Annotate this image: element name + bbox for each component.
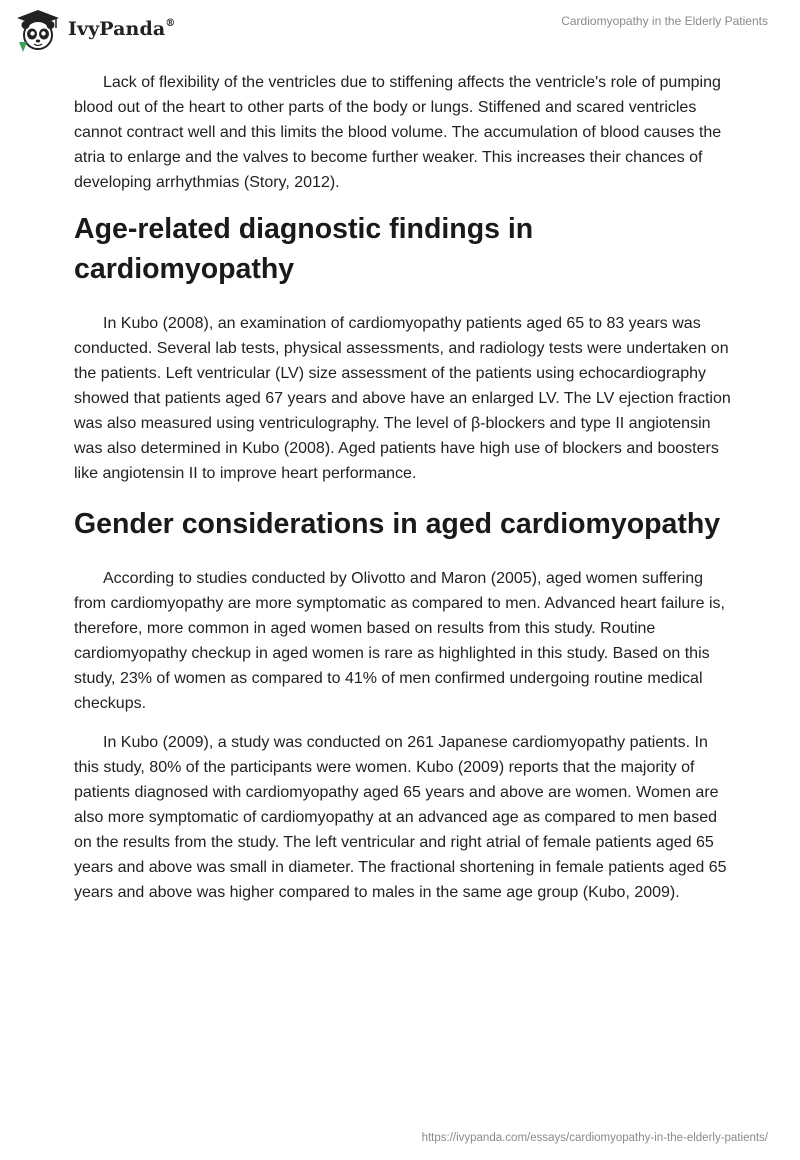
brand-logo[interactable] — [14, 8, 175, 52]
brand-name: IvyPanda® — [68, 17, 176, 40]
source-url[interactable]: https://ivypanda.com/essays/cardiomyopathy-in-the-elderly-patients/ — [421, 1132, 768, 1144]
paragraph-ventricle-stiffness: Lack of flexibility of the ventricles due to stiffening affects the ventricle's role of pumping blood out of the heart to other parts of the body or lungs. Stiffened and scared ventricles cannot contract well and this limits the blood volume. The accumulation of blood causes the atria to enlarge and the valves to become further weaker. This increases their chances of developing arrhythmias (Story, 2012). — [74, 74, 722, 191]
page-header — [0, 0, 800, 60]
heading-age-related-findings: Age-related diagnostic findings in cardiomyopathy — [74, 213, 534, 285]
paragraph-kubo-2008: In Kubo (2008), an examination of cardiomyopathy patients aged 65 to 83 years was conducted. Several lab tests, physical assessments, and radiology tests were undertaken on the patients. Left ventricular (LV) size assessment of the patients using echocardiography showed that patients aged 67 years and above have an enlarged LV. The LV ejection fraction was also measured using ventriculography. The level of β-blockers and type II angiotensin was also determined in Kubo (2008). Aged patients have high use of blockers and boosters like angiotensin II to improve heart performance. — [74, 315, 731, 482]
article-body — [74, 70, 734, 919]
heading-gender-considerations: Gender considerations in aged cardiomyopathy — [74, 508, 721, 540]
running-title: Cardiomyopathy in the Elderly Patients — [561, 14, 768, 28]
paragraph-kubo-2009: In Kubo (2009), a study was conducted on 261 Japanese cardiomyopathy patients. In this study, 80% of the participants were women. Kubo (2009) reports that the majority of patients diagnosed with cardiomyopathy aged 65 years and above are women. Women are also more symptomatic of cardiomyopathy at an advanced age as compared to men based on the results from the study. The left ventricular and right atrial of female patients aged 65 years and above was small in diameter. The fractional shortening in female patients aged 65 years and above was higher compared to males in the same age group (Kubo, 2009). — [74, 734, 727, 901]
paragraph-olivotto-maron: According to studies conducted by Olivotto and Maron (2005), aged women suffering from cardiomyopathy are more symptomatic as compared to men. Advanced heart failure is, therefore, more common in aged women based on results from this study. Routine cardiomyopathy checkup in aged women is rare as highlighted in this study. Based on this study, 23% of women as compared to 41% of men confirmed undergoing routine medical checkups. — [74, 570, 725, 712]
panda-logo-icon — [14, 8, 62, 52]
